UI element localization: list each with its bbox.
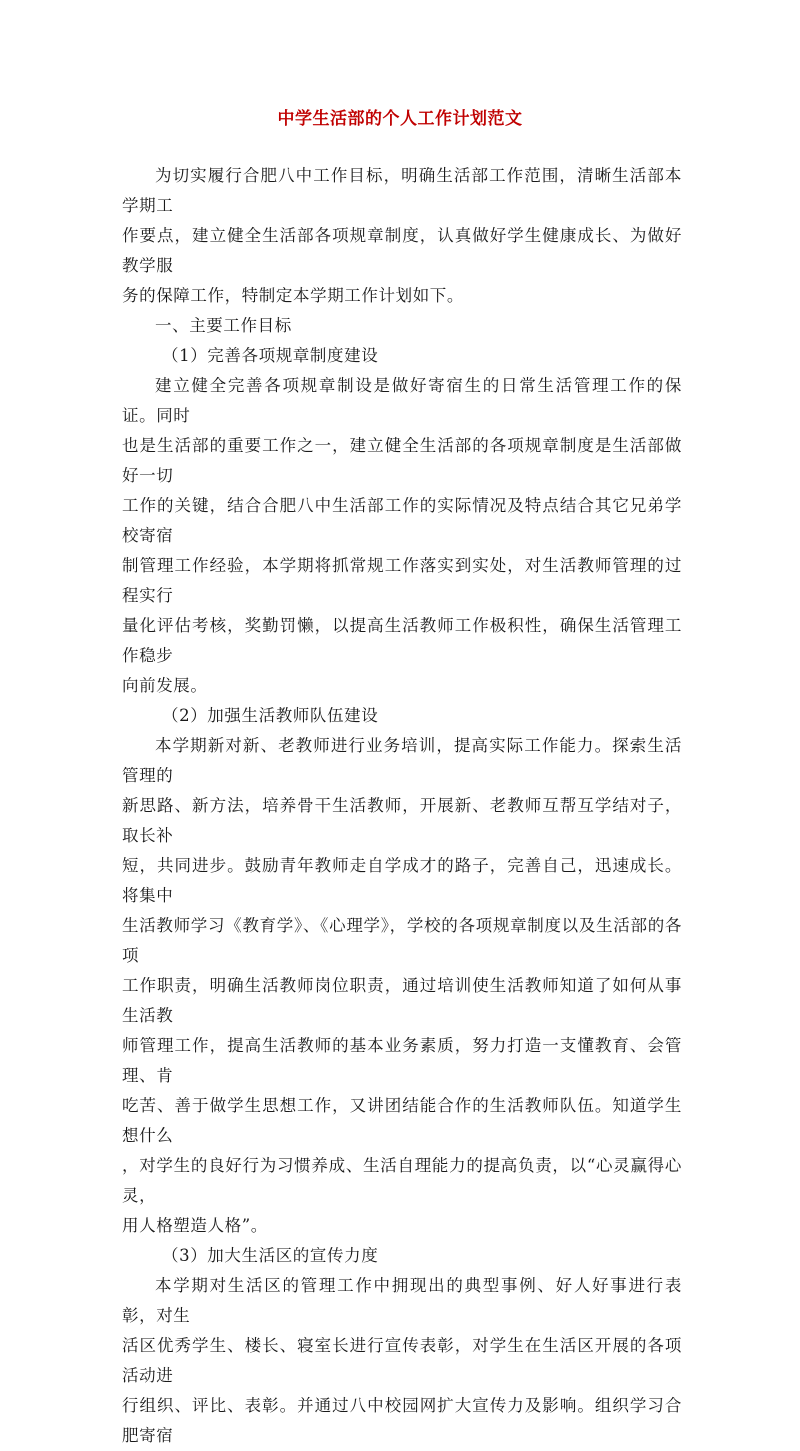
item-paragraph-regulations: 建立健全完善各项规章制设是做好寄宿生的日常生活管理工作的保证。同时 也是生活部的重要工作之一，建立健全生活部的各项规章制度是生活部做好一切 工作的关键，结合合肥八中生活部工作的实际情况及特点结合其它兄弟学校寄宿 制管理工作经验，本学期将抓常规工作落实到实处，对生活教师管理的过程实行 量化评估考核，奖勤罚懒，以提高生活教师工作极积性，确保生活管理工作稳步 向前发展。 <box>122 376 682 695</box>
section-heading-goals: 一、主要工作目标 <box>155 316 292 335</box>
item-heading-regulations: （1）完善各项规章制度建设 <box>162 346 379 365</box>
item-heading-teacher-team: （2）加强生活教师队伍建设 <box>162 706 379 725</box>
item-paragraph-publicity: 本学期对生活区的管理工作中拥现出的典型事例、好人好事进行表彰，对生 活区优秀学生、楼长、寝室长进行宣传表彰，对学生在生活区开展的各项活动进 行组织、评比、表彰。并通过八中校园网扩大宣传力及影响。组织学习合肥寄宿 <box>122 1276 682 1445</box>
item-heading-publicity: （3）加大生活区的宣传力度 <box>162 1246 379 1265</box>
item-paragraph-teacher-team: 本学期新对新、老教师进行业务培训，提高实际工作能力。探索生活管理的 新思路、新方法，培养骨干生活教师，开展新、老教师互帮互学结对子，取长补 短，共同进步。鼓励青年教师走自学成才的路子，完善自己，迅速成长。将集中 生活教师学习《教育学》、《心理学》，学校的各项规章制度以及生活部的各项 工作职责，明确生活教师岗位职责，通过培训使生活教师知道了如何从事生活教 师管理工作，提高生活教师的基本业务素质，努力打造一支懂教育、会管理、肯 吃苦、善于做学生思想工作，又讲团结能合作的生活教师队伍。知道学生想什么 ，对学生的良好行为习惯养成、生活自理能力的提高负责，以“心灵赢得心灵， 用人格塑造人格”。 <box>122 736 682 1235</box>
intro-paragraph: 为切实履行合肥八中工作目标，明确生活部工作范围，清晰生活部本学期工 作要点，建立健全生活部各项规章制度，认真做好学生健康成长、为做好教学服 务的保障工作，特制定本学期工作计划如下。 <box>122 166 682 305</box>
document-body <box>122 161 682 1451</box>
document-title: 中学生活部的个人工作计划范文 <box>277 109 523 129</box>
